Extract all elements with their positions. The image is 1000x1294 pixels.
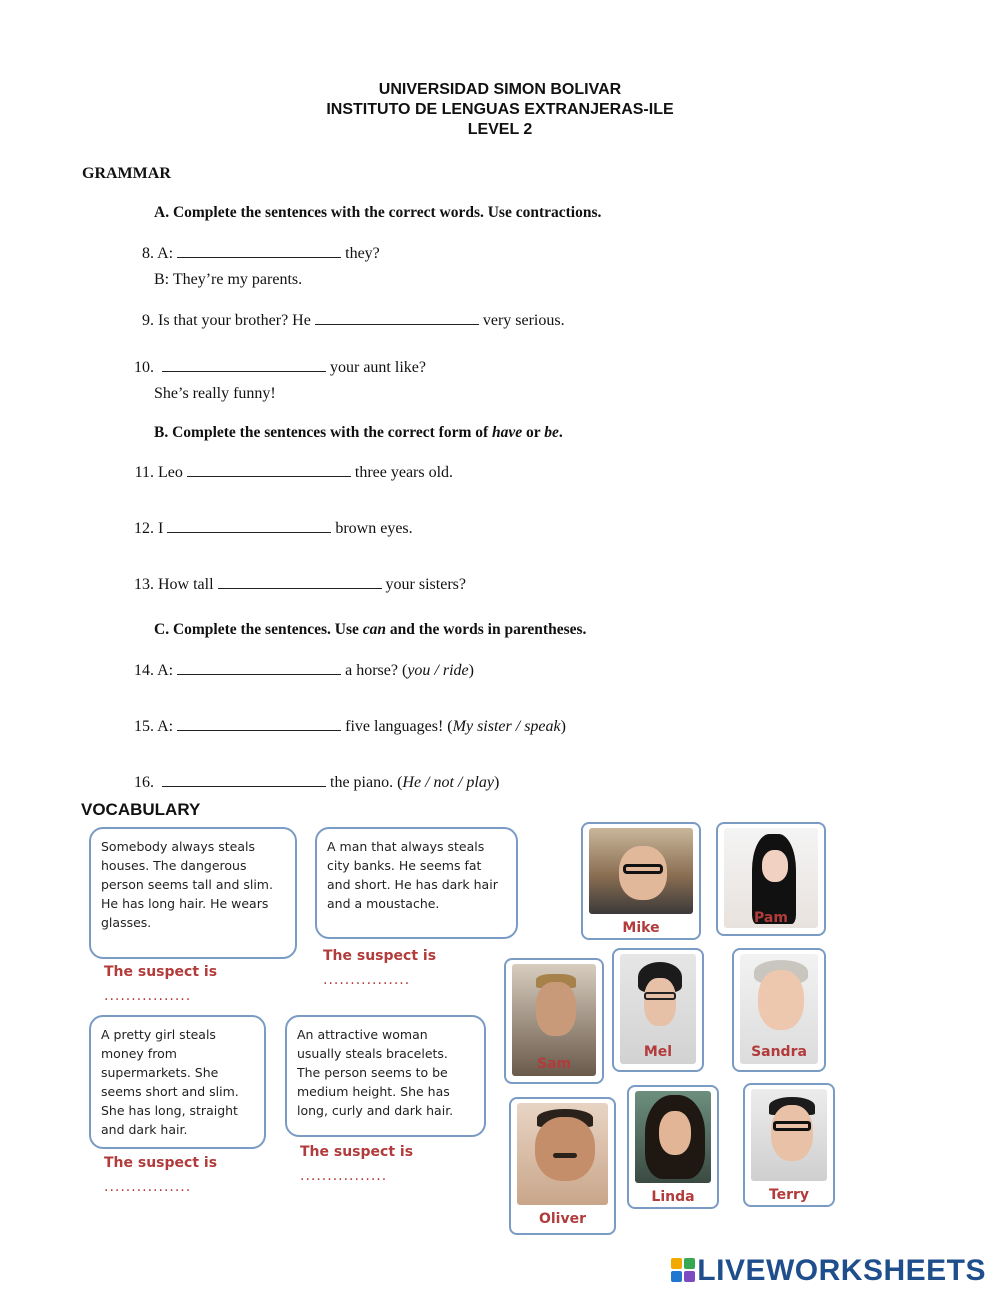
question-9: 9. Is that your brother? He very serious. [120,310,565,330]
suspect-card-linda [627,1085,719,1209]
answer-blank[interactable] [187,462,351,477]
grammar-title: GRAMMAR [82,165,171,182]
suspect-card-sandra [732,948,826,1072]
header-institute: INSTITUTO DE LENGUAS EXTRANJERAS-ILE [326,101,674,118]
suspect-name-linda: Linda [651,1189,695,1205]
question-number: 15. [134,718,154,735]
answer-blank[interactable] [177,660,341,675]
answer-blank[interactable] [167,518,331,533]
question-number: 13. [134,576,154,593]
suspect-label-4: The suspect is [300,1144,414,1160]
suspect-answer-2[interactable]: ................ [323,972,411,988]
suspect-card-mel [612,948,704,1072]
question-number: 12. [134,520,154,537]
suspect-answer-1[interactable]: ................ [104,988,192,1004]
section-c-instruction: C. Complete the sentences. Use can and the words in parentheses. [154,621,587,638]
suspect-name-terry: Terry [768,1187,810,1203]
suspect-name-mel: Mel [643,1044,673,1060]
suspect-card-terry [743,1083,835,1207]
suspect-label-1: The suspect is [104,964,218,980]
question-8-line2: B: They’re my parents. [154,271,303,288]
question-14: 14. A: a horse? (you / ride) [120,660,474,680]
section-a-instruction: A. Complete the sentences with the correct words. Use contractions. [154,204,602,221]
suspect-photo-mike [589,828,693,914]
vocabulary-title: VOCABULARY [81,800,201,819]
question-15: 15. A: five languages! (My sister / speak) [120,716,566,736]
question-number: 16. [134,774,154,791]
section-b-instruction: B. Complete the sentences with the correct form of have or be. [154,424,563,441]
suspect-photo-oliver [517,1103,608,1205]
question-13: 13. How tall your sisters? [120,574,466,594]
question-12: 12. I brown eyes. [120,518,413,538]
header-level: LEVEL 2 [467,121,533,138]
question-16: 16. the piano. (He / not / play) [120,772,499,792]
suspect-photo-linda [635,1091,711,1183]
answer-blank[interactable] [162,357,326,372]
suspect-label-3: The suspect is [104,1155,218,1171]
suspect-name-sandra: Sandra [751,1044,807,1060]
suspect-answer-3[interactable]: ................ [104,1179,192,1195]
liveworksheets-logo-icon [671,1258,695,1282]
suspect-card-pam [716,822,826,936]
description-box-1: Somebody always steals houses. The dangerous person seems tall and slim. He has long hair. He wears glasses. [89,827,297,959]
suspect-answer-4[interactable]: ................ [300,1168,388,1184]
question-number: 14. [134,662,154,679]
question-number: 8. [142,245,154,262]
question-number: 11. [134,464,154,481]
suspect-card-sam [504,958,604,1084]
answer-blank[interactable] [162,772,326,787]
suspect-photo-terry [751,1089,827,1181]
liveworksheets-logo [671,1254,986,1288]
question-number: 9. [142,312,154,329]
question-11: 11. Leo three years old. [120,462,453,482]
answer-blank[interactable] [315,310,479,325]
suspect-label-2: The suspect is [323,948,437,964]
suspect-name-mike: Mike [622,920,660,936]
description-box-2: A man that always steals city banks. He seems fat and short. He has dark hair and a moustache. [315,827,518,939]
suspect-name-pam: Pam [754,910,788,926]
header-university: UNIVERSIDAD SIMON BOLIVAR [378,81,622,98]
description-box-3: A pretty girl steals money from supermarkets. She seems short and slim. She has long, straight and dark hair. [89,1015,266,1149]
question-number: 10. [134,359,154,376]
answer-blank[interactable] [177,716,341,731]
suspect-card-mike [581,822,701,940]
question-8: 8. A: they? [120,243,380,263]
liveworksheets-logo-text: LIVEWORKSHEETS [697,1254,986,1287]
question-10: 10. your aunt like? [120,357,426,377]
suspect-card-oliver [509,1097,616,1235]
suspect-name-oliver: Oliver [538,1211,587,1227]
question-10-line2: She’s really funny! [154,385,276,402]
suspect-name-sam: Sam [536,1056,572,1072]
answer-blank[interactable] [177,243,341,258]
answer-blank[interactable] [218,574,382,589]
description-box-4: An attractive woman usually steals bracelets. The person seems to be medium height. She has long, curly and dark hair. [285,1015,486,1137]
